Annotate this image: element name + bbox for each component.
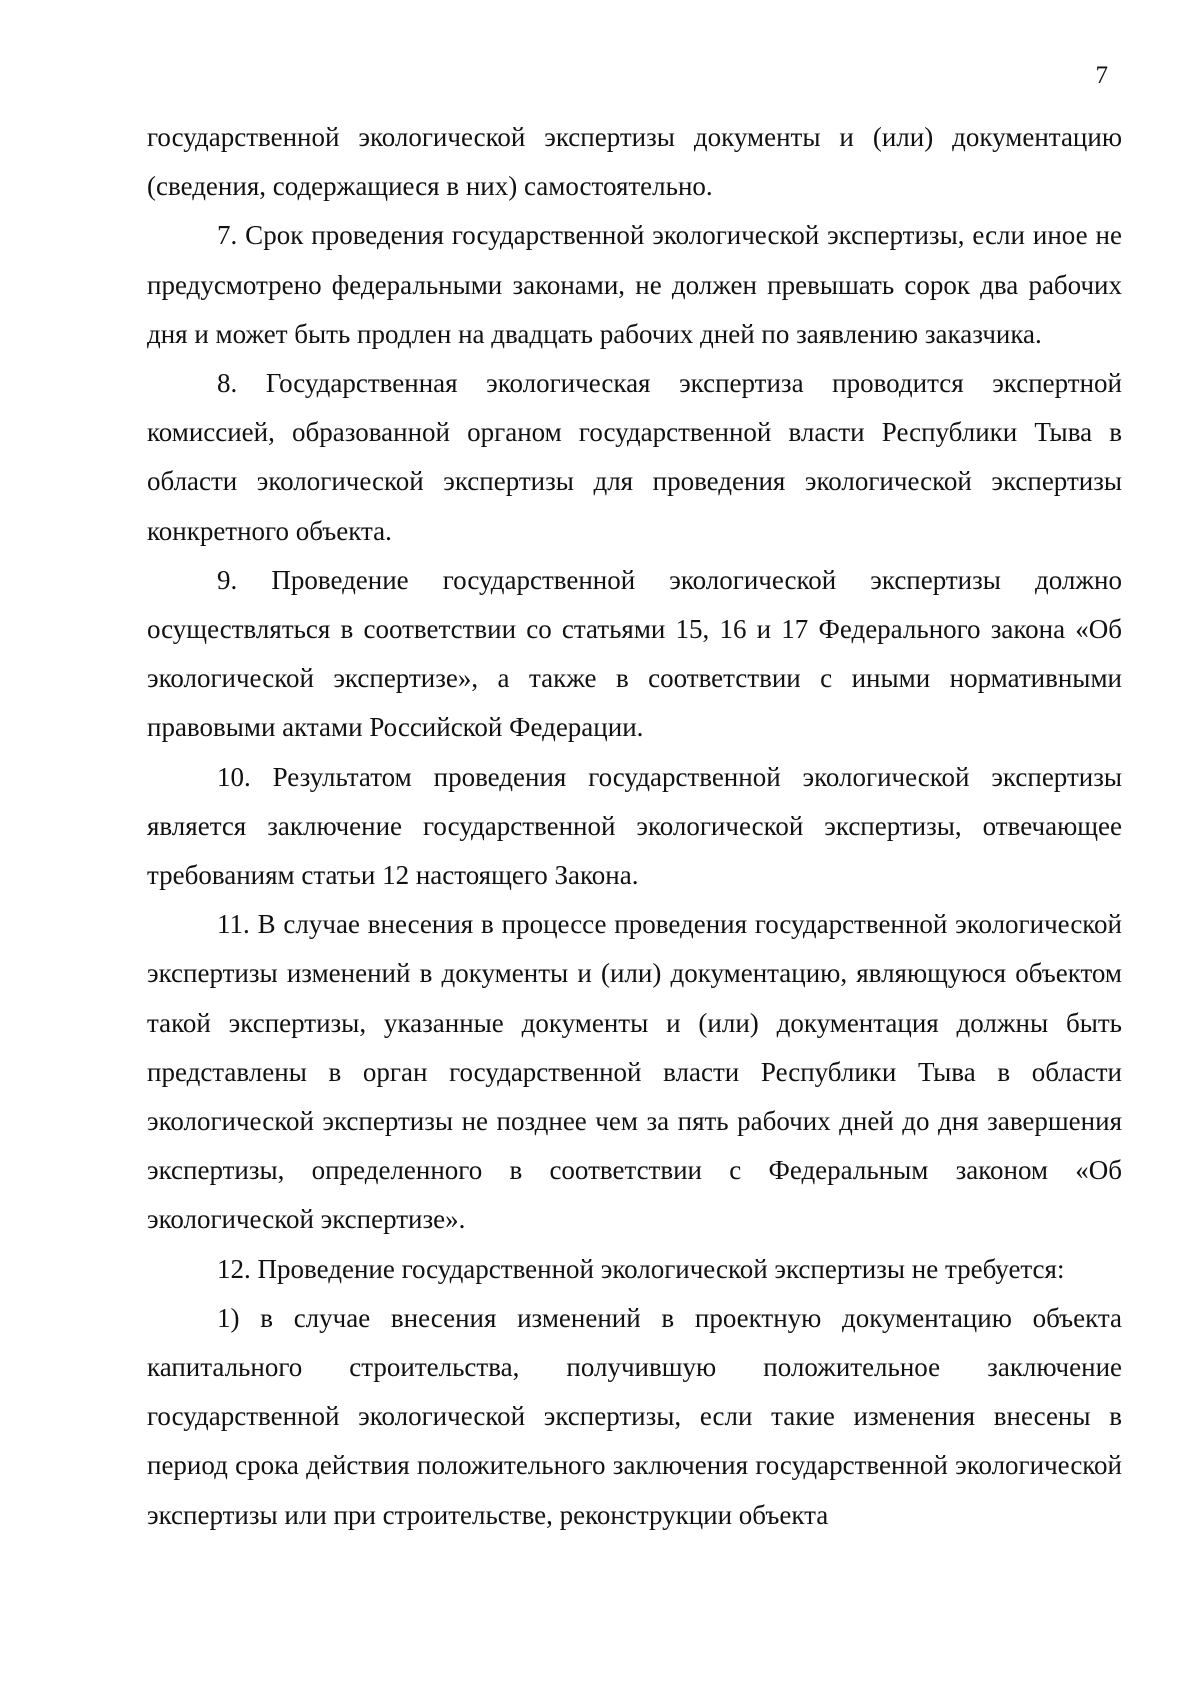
paragraph-item-7: 7. Срок проведения государственной экологической экспертизы, если иное не предусмотрено федеральными законами, не должен превышать сорок два рабочих дня и может быть продлен на двадцать рабочих дней по заявлению заказчика. <box>147 220 1122 349</box>
page-number: 7 <box>1095 62 1108 89</box>
paragraph-item-9: 9. Проведение государственной экологической экспертизы должно осуществляться в соответствии со статьями 15, 16 и 17 Федерального закона «Об экологической экспертизе», а также в соответствии с иными нормативными правовыми актами Российской Федерации. <box>147 564 1122 743</box>
paragraph-subitem-1: 1) в случае внесения изменений в проектную документацию объекта капитального строительства, получившую положительное заключение государственной экологической экспертизы, если такие изменения внесены в период срока действия положительного заключения государственной экологической экспертизы или при строительстве, реконструкции объекта <box>147 1302 1122 1530</box>
paragraph-continuation: государственной экологической экспертизы документы и (или) документацию (сведения, содержащиеся в них) самостоятельно. <box>147 122 1122 202</box>
paragraph-item-12: 12. Проведение государственной экологической экспертизы не требуется: <box>217 1253 1065 1284</box>
paragraph-item-10: 10. Результатом проведения государственной экологической экспертизы является заключение государственной экологической экспертизы, отвечающее требованиям статьи 12 настоящего Закона. <box>147 761 1122 891</box>
paragraph-item-11: 11. В случае внесения в процессе проведения государственной экологической экспертизы изменений в документы и (или) документацию, являющуюся объектом такой экспертизы, указанные документы и (или) документация должны быть представлены в орган государственной власти Республики Тыва в области экологической экспертизы не позднее чем за пять рабочих дней до дня завершения экспертизы, определенного в соответствии с Федеральным законом «Об экологической экспертизе». <box>147 909 1122 1235</box>
paragraph-item-8: 8. Государственная экологическая экспертиза проводится экспертной комиссией, образованной органом государственной власти Республики Тыва в области экологической экспертизы для проведения экологической экспертизы конкретного объекта. <box>147 368 1122 546</box>
document-body <box>147 113 1122 1540</box>
